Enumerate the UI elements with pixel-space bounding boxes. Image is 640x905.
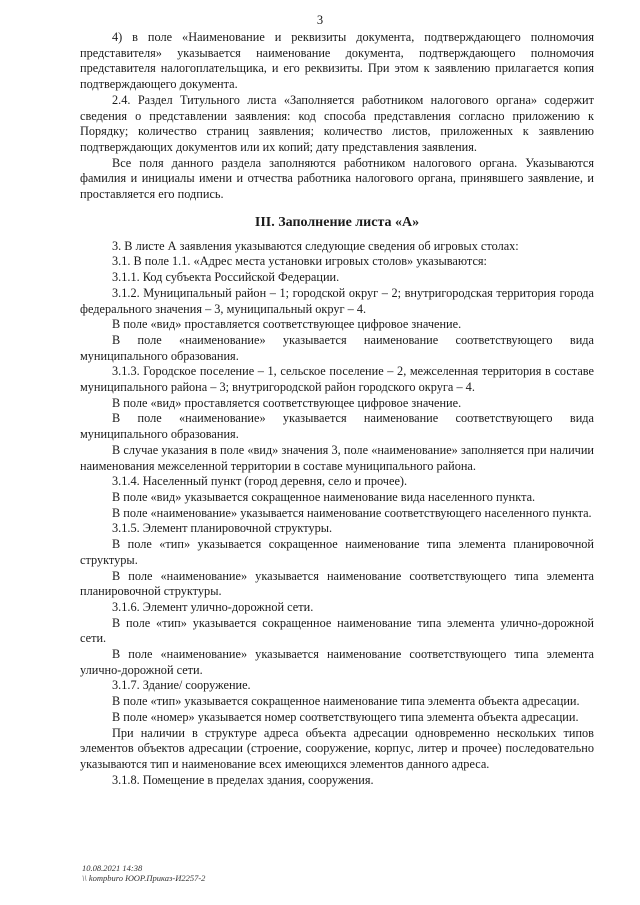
paragraph: 2.4. Раздел Титульного листа «Заполняется работником налогового органа» содержит сведения о представлении заявления: код способа представления согласно приложению к Порядку; количество страниц заявления; количество листов, приложенных к заявлению подтверждающих документов или их копий; дату представления заявления. [80, 92, 594, 154]
paragraph: 3.1.5. Элемент планировочной структуры. [112, 521, 333, 536]
footer-file-path: \\ kompburo ЮОР.Приказ-И2257-2 [82, 873, 206, 883]
paragraph: В поле «номер» указывается номер соответствующего типа элемента объекта адресации. [112, 709, 579, 724]
paragraph: 3.1. В поле 1.1. «Адрес места установки игровых столов» указываются: [112, 254, 487, 269]
paragraph: 3.1.8. Помещение в пределах здания, сооружения. [112, 772, 374, 787]
paragraph: В поле «вид» указывается сокращенное наименование вида населенного пункта. [112, 489, 536, 504]
paragraph: В поле «наименование» указывается наименование соответствующего типа элемента улично-дорожной сети. [80, 647, 594, 677]
paragraph: В случае указания в поле «вид» значения 3, поле «наименование» заполняется при наличии наименования межселенной территории в составе муниципального района. [80, 442, 594, 473]
paragraph: В поле «наименование» указывается наименование соответствующего вида муниципального образования. [80, 411, 594, 442]
paragraph: 3.1.7. Здание/ сооружение. [112, 678, 251, 693]
paragraph: В поле «тип» указывается сокращенное наименование типа элемента планировочной структуры. [80, 537, 594, 567]
paragraph: В поле «наименование» указывается наименование соответствующего вида муниципального образования. [80, 332, 594, 363]
paragraph: 3.1.3. Городское поселение – 1, сельское поселение – 2, межселенная территория в составе муниципального района – 3; внутригородской район городского округа – 4. [80, 364, 594, 395]
document-body [80, 30, 594, 788]
paragraph: 3.1.2. Муниципальный район – 1; городской округ – 2; внутригородская территория города федерального значения – 3, муниципальный округ – 4. [80, 285, 594, 316]
paragraph: 3.1.1. Код субъекта Российской Федерации. [112, 270, 340, 285]
paragraph: 3. В листе А заявления указываются следующие сведения об игровых столах: [112, 238, 519, 253]
paragraph: Все поля данного раздела заполняются работником налогового органа. Указываются фамилия и инициалы имени и отчества работника налогового органа, принявшего заявление, и проставляется его подпись. [80, 155, 594, 202]
paragraph: В поле «наименование» указывается наименование соответствующего типа элемента планировочной структуры. [80, 568, 594, 599]
document-footer [82, 863, 205, 883]
footer-timestamp: 10.08.2021 14:38 [82, 863, 143, 873]
page-number: 3 [316, 13, 324, 27]
paragraph: 3.1.4. Населенный пункт (город деревня, село и прочее). [112, 474, 408, 489]
paragraph: В поле «тип» указывается сокращенное наименование типа элемента улично-дорожной сети. [80, 615, 594, 646]
paragraph: В поле «тип» указывается сокращенное наименование типа элемента объекта адресации. [112, 694, 580, 709]
paragraph: 3.1.6. Элемент улично-дорожной сети. [112, 599, 314, 614]
paragraph: В поле «наименование» указывается наименование соответствующего населенного пункта. [112, 505, 592, 520]
paragraph: В поле «вид» проставляется соответствующее цифровое значение. [112, 317, 462, 332]
section-heading: III. Заполнение листа «А» [254, 214, 420, 230]
paragraph: 4) в поле «Наименование и реквизиты документа, подтверждающего полномочия представителя» указывается наименование документа, подтверждающего полномочия представителя налогоплательщика, и его реквизиты. При этом к заявлению прилагается копия подтверждающего документа. [80, 30, 594, 92]
paragraph: При наличии в структуре адреса объекта адресации одновременно нескольких типов элементов объектов адресации (строение, сооружение, корпус, литер и прочее) последовательно указываются тип и наименование всех имеющихся элементов данного адреса. [80, 725, 594, 771]
paragraph: В поле «вид» проставляется соответствующее цифровое значение. [112, 395, 462, 410]
